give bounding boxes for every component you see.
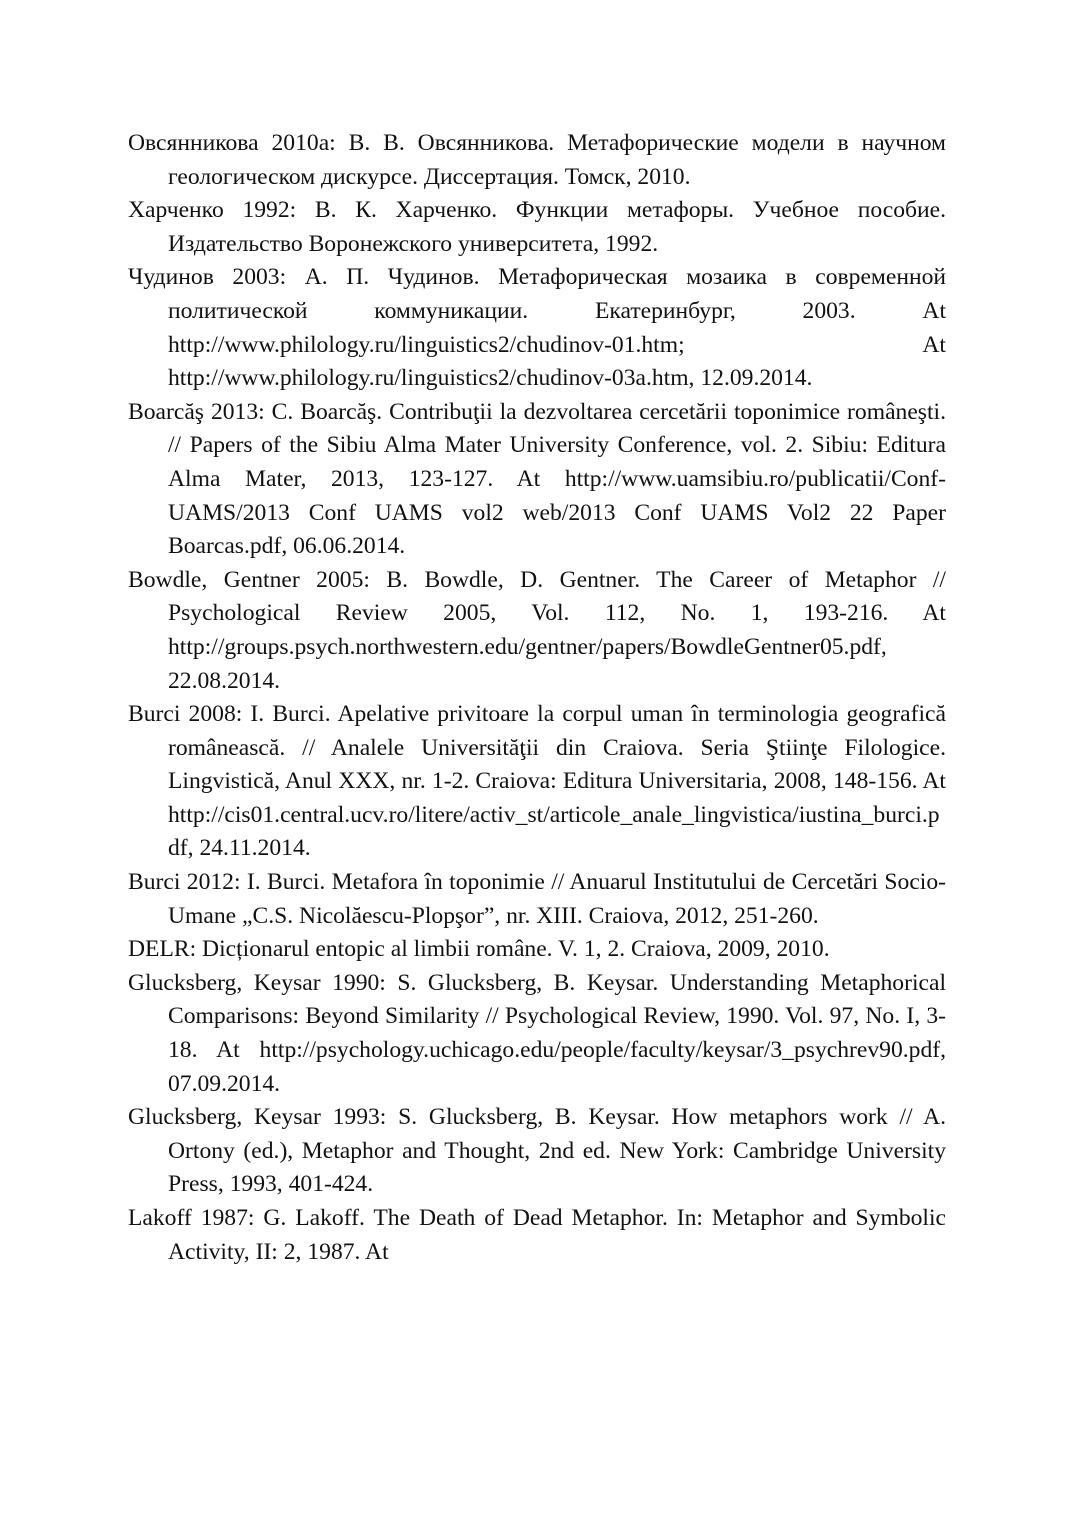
reference-chudinov-2003: Чудинов 2003: А. П. Чудинов. Метафорическая мозаика в современной политической коммуникации. Екатеринбург, 2003. At http://www.philology.ru/linguistics2/chudinov-01.htm; At http://www.philology.ru/linguistics2/chudinov-03a.htm, 12.09.2014. [128, 264, 946, 392]
reference-ovsyannikova-2010a: Овсянникова 2010a: В. В. Овсянникова. Метафорические модели в научном геологическом дискурсе. Диссертация. Томск, 2010. [128, 130, 946, 190]
reference-delr: DELR: Dicționarul entopic al limbii române. V. 1, 2. Craiova, 2009, 2010. [128, 936, 830, 963]
reference-bowdle-gentner-2005: Bowdle, Gentner 2005: B. Bowdle, D. Gentner. The Career of Metaphor // Psychological Review 2005, Vol. 112, No. 1, 193-216. At http://groups.psych.northwestern.edu/gentner/papers/BowdleGentner05.pdf, 22.08.2014. [128, 566, 946, 694]
reference-glucksberg-keysar-1993: Glucksberg, Keysar 1993: S. Glucksberg, B. Keysar. How metaphors work // A. Ortony (ed.), Metaphor and Thought, 2nd ed. New York: Cambridge University Press, 1993, 401-424. [128, 1104, 946, 1198]
reference-glucksberg-keysar-1990: Glucksberg, Keysar 1990: S. Glucksberg, B. Keysar. Understanding Metaphorical Comparisons: Beyond Similarity // Psychological Review, 1990. Vol. 97, No. I, 3-18. At http://psychology.uchicago.edu/people/faculty/keysar/3_psychrev90.pdf, 07.09.2014. [128, 969, 946, 1097]
reference-lakoff-1987: Lakoff 1987: G. Lakoff. The Death of Dead Metaphor. In: Metaphor and Symbolic Activity, II: 2, 1987. At [128, 1205, 946, 1265]
reference-list [128, 127, 946, 1269]
reference-burci-2012: Burci 2012: I. Burci. Metafora în toponimie // Anuarul Institutului de Cercetări Socio-Umane „C.S. Nicolăescu-Plopşor”, nr. XIII. Craiova, 2012, 251-260. [128, 869, 946, 929]
reference-burci-2008: Burci 2008: I. Burci. Apelative privitoare la corpul uman în terminologia geografică românească. // Analele Universităţii din Craiova. Seria Ştiinţe Filologice. Lingvistică, Anul XXX, nr. 1-2. Craiova: Editura Universitaria, 2008, 148-156. At http://cis01.central.ucv.ro/litere/activ_st/articole_anale_lingvistica/iustina_burci.pdf, 24.11.2014. [128, 701, 946, 862]
reference-kharchenko-1992: Харченко 1992: В. К. Харченко. Функции метафоры. Учебное пособие. Издательство Воронежского университета, 1992. [128, 197, 946, 257]
reference-boarcas-2013: Boarcăş 2013: C. Boarcăş. Contribuţii la dezvoltarea cercetării toponimice româneşti. // Papers of the Sibiu Alma Mater University Conference, vol. 2. Sibiu: Editura Alma Mater, 2013, 123-127. At http://www.uamsibiu.ro/publicatii/Conf-UAMS/2013 Conf UAMS vol2 web/2013 Conf UAMS Vol2 22 Paper Boarcas.pdf, 06.06.2014. [128, 398, 946, 560]
